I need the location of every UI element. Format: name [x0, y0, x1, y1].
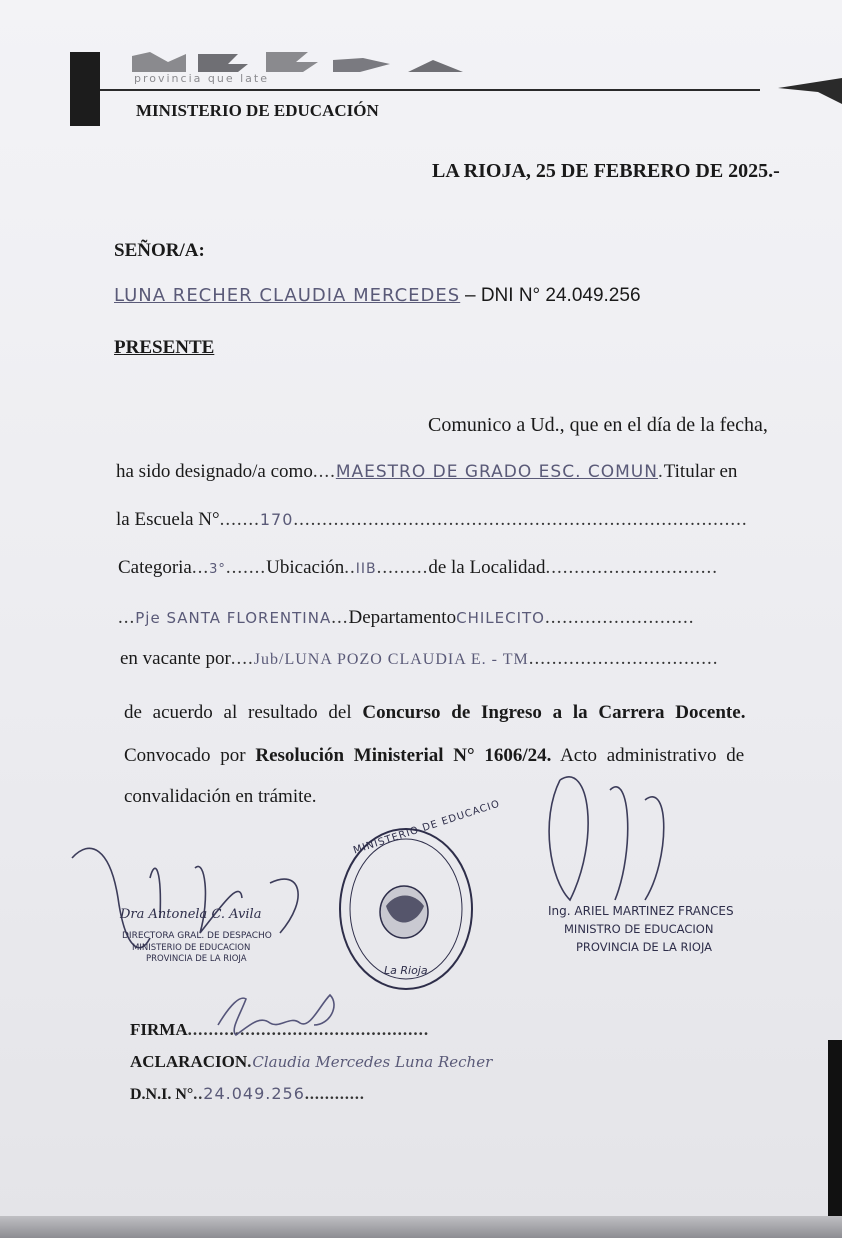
resolucion-ref: Resolución Ministerial N° 1606/24. [255, 745, 552, 766]
departamento-value: CHILECITO [456, 609, 545, 627]
body-line-convalidacion: convalidación en trámite. [124, 786, 317, 807]
vacante-label: en vacante por [120, 648, 231, 669]
vacante-value: Jub/LUNA POZO CLAUDIA E. - TM [253, 651, 529, 668]
presente-heading: PRESENTE [114, 337, 215, 358]
body-line-categoria: Categoria...3°.......Ubicación..IIB.........de la Localidad.............................. [118, 557, 718, 578]
aclaracion-line: ACLARACION.Claudia Mercedes Luna Recher [130, 1052, 493, 1071]
addressee-dni: – DNI N° 24.049.256 [464, 285, 641, 306]
body-line-concurso [124, 702, 745, 724]
right-signature-scribble [530, 760, 700, 910]
corner-logo-fragment [778, 78, 842, 106]
departamento-label: Departamento [348, 607, 457, 628]
left-signature-province: PROVINCIA DE LA RIOJA [146, 954, 247, 964]
left-signature-handwritten: Dra Antonela C. Avila [120, 907, 262, 922]
dni-label: D.N.I. N° [130, 1086, 194, 1103]
designation-label: ha sido designado/a como [116, 461, 313, 482]
body-line-2: ha sido designado/a como....MAESTRO DE GRADO ESC. COMUN.Titular en [116, 461, 738, 482]
stamp-bottom-text: La Rioja [384, 964, 428, 977]
ubicacion-label: Ubicación [266, 557, 345, 578]
body-line-vacante: en vacante por....Jub/LUNA POZO CLAUDIA E. - TM................................. [120, 648, 719, 669]
right-signature-name: Ing. ARIEL MARTINEZ FRANCES [548, 904, 734, 918]
date-line: LA RIOJA, 25 DE FEBRERO DE 2025.- [432, 160, 780, 182]
aclaracion-label: ACLARACION [130, 1052, 248, 1071]
acto-text: Acto administrativo de [560, 745, 745, 766]
convocado-pre: Convocado por [124, 745, 246, 766]
salutation: SEÑOR/A: [114, 240, 205, 261]
addressee-name: LUNA RECHER CLAUDIA MERCEDES [114, 285, 461, 306]
left-signature-role: DIRECTORA GRAL. DE DESPACHO [122, 931, 272, 941]
letterhead-bar [70, 52, 100, 126]
addressee-line [114, 285, 641, 307]
left-signature-ministry: MINISTERIO DE EDUCACION [132, 943, 251, 953]
recipient-signature-scribble [210, 985, 350, 1045]
escuela-value: 170 [259, 510, 294, 529]
titular-label: Titular en [663, 461, 738, 482]
localidad-value: Pje SANTA FLORENTINA [135, 609, 332, 627]
body-line-1: Comunico a Ud., que en el día de la fecha, [428, 414, 768, 436]
categoria-label: Categoria [118, 557, 192, 578]
stamp-ring-text: MINISTERIO DE EDUCACIO [352, 798, 502, 857]
background-edge [828, 1040, 842, 1238]
cargo-value: MAESTRO DE GRADO ESC. COMUN [335, 462, 658, 482]
right-signature-role: MINISTRO DE EDUCACION [564, 922, 714, 936]
categoria-value: 3° [209, 562, 226, 577]
dni-value: 24.049.256 [203, 1084, 305, 1103]
localidad-label: de la Localidad [428, 557, 546, 578]
escuela-label: la Escuela N° [116, 509, 220, 530]
dni-line: D.N.I. N°..24.049.256............ [130, 1084, 365, 1103]
ubicacion-value: IIB [355, 561, 377, 577]
letterhead-rule [100, 89, 760, 91]
ministry-title: MINISTERIO DE EDUCACIÓN [136, 101, 379, 120]
aclaracion-value: Claudia Mercedes Luna Recher [252, 1053, 493, 1071]
right-signature-province: PROVINCIA DE LA RIOJA [576, 940, 713, 954]
logo-tagline: provincia que late [134, 72, 269, 85]
concurso-name: Concurso de Ingreso a la Carrera Docente. [362, 702, 746, 723]
firma-label: FIRMA [130, 1020, 188, 1039]
body-line-departamento: ...Pje SANTA FLORENTINA...DepartamentoCHILECITO.......................... [118, 607, 695, 628]
body-line-escuela: la Escuela N°.......170............................................................................... [116, 509, 748, 530]
paper-bottom-edge [0, 1216, 842, 1238]
firma-line: FIRMA.............................................. [130, 1020, 430, 1039]
concurso-pre: de acuerdo al resultado del [124, 702, 352, 723]
